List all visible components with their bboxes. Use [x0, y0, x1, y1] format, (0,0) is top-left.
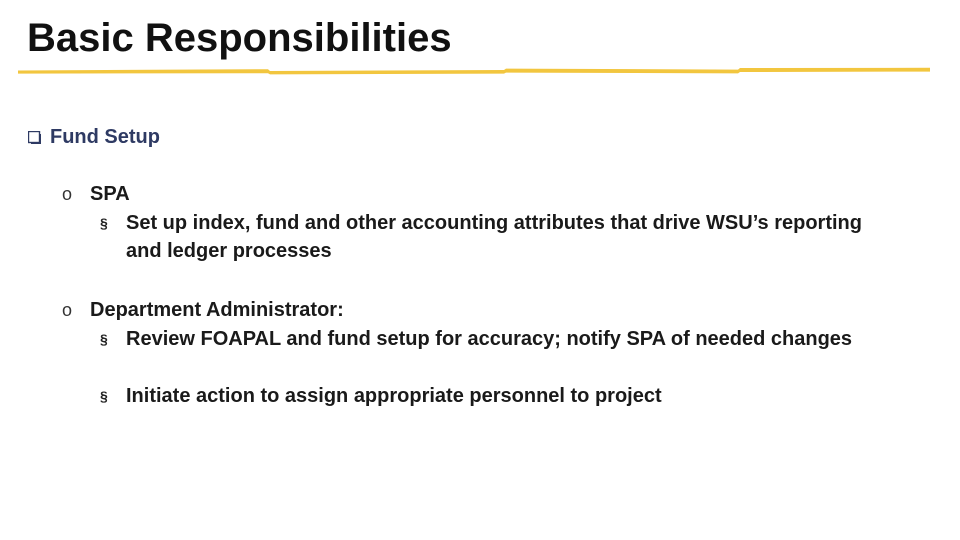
- list-item: [100, 325, 900, 353]
- fund-setup-heading: [28, 123, 160, 151]
- group-label: SPA: [90, 183, 130, 205]
- checkbox-square-icon: [28, 131, 41, 144]
- group-label: Department Administrator:: [90, 299, 344, 321]
- circle-bullet: o: [62, 300, 73, 320]
- circle-bullet: o: [62, 184, 73, 204]
- list-item-text: Set up index, fund and other accounting attributes that drive WSU’s reporting and ledger processes: [126, 212, 862, 262]
- list-item: [100, 382, 900, 410]
- square-bullet: §: [100, 331, 108, 347]
- slide-title: Basic Responsibilities: [27, 16, 452, 60]
- list-item-text: Review FOAPAL and fund setup for accuracy; notify SPA of needed changes: [126, 328, 853, 350]
- title-underline: [18, 66, 930, 75]
- square-bullet: §: [100, 215, 108, 231]
- fund-setup-label: Fund Setup: [50, 126, 160, 148]
- list-item: [100, 209, 900, 265]
- square-bullet: §: [100, 388, 108, 404]
- list-item-text: Initiate action to assign appropriate personnel to project: [126, 385, 662, 407]
